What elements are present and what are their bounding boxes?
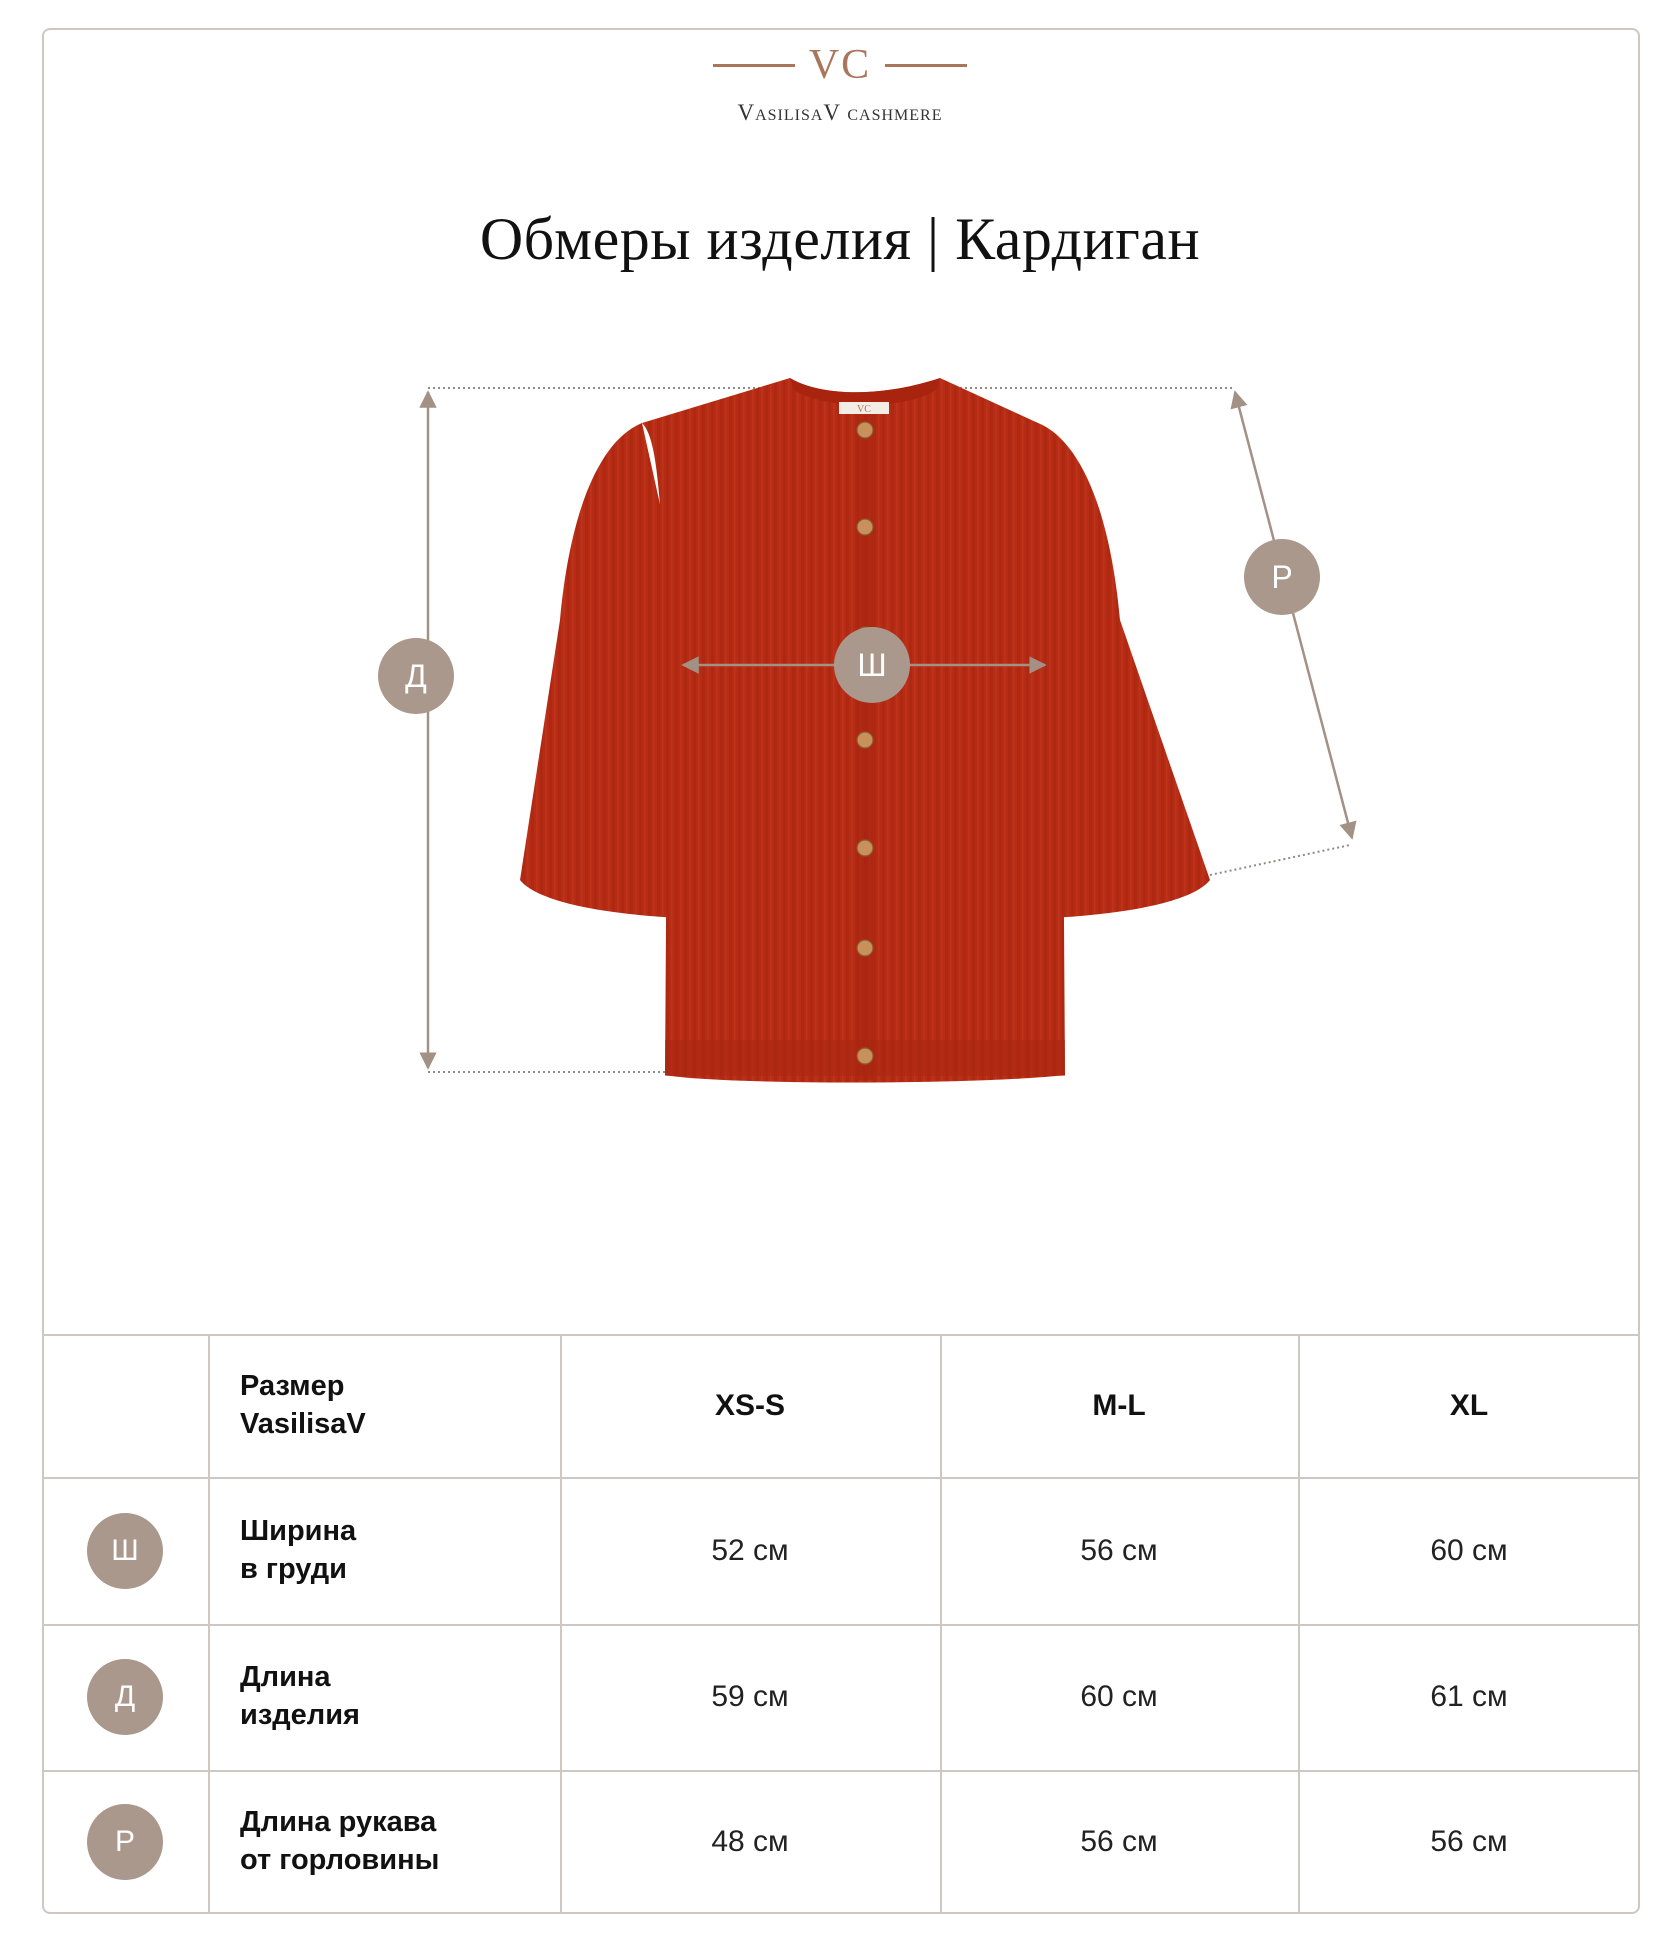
table-row-badge-cell bbox=[42, 1477, 208, 1624]
table-cell: 60 см bbox=[1080, 1680, 1158, 1713]
table-row-label-cell bbox=[240, 1770, 560, 1914]
table-cell: 52 см bbox=[711, 1533, 789, 1567]
table-cell: 56 см bbox=[1080, 1533, 1158, 1567]
table-cell: 56 см bbox=[1080, 1825, 1158, 1858]
table-cell: 59 см bbox=[711, 1680, 789, 1713]
badge-length: Д bbox=[378, 638, 454, 714]
badge-width: Ш bbox=[834, 627, 910, 703]
size-table bbox=[42, 1334, 1640, 1914]
row-label-sleeve: Длина рукава от горловины bbox=[240, 1806, 440, 1876]
cardigan-shape bbox=[520, 378, 1210, 1083]
row-label-length: Длина изделия bbox=[240, 1661, 360, 1731]
header-size-xl: XL bbox=[1449, 1388, 1489, 1422]
logo-mark: VC bbox=[808, 42, 872, 88]
header-size-m-l: M-L bbox=[1092, 1388, 1146, 1422]
table-row-badge-cell bbox=[42, 1624, 208, 1770]
table-row-label-cell bbox=[240, 1624, 560, 1770]
table-row-badge-cell bbox=[42, 1770, 208, 1914]
table-row-label-cell bbox=[240, 1477, 560, 1624]
header-size-label: Размер VasilisaV bbox=[240, 1369, 366, 1440]
table-cell: 56 см bbox=[1430, 1825, 1508, 1858]
badge-sleeve: Р bbox=[1244, 539, 1320, 615]
header-size-xs-s: XS-S bbox=[714, 1388, 786, 1422]
row-badge-length: Д bbox=[87, 1659, 163, 1735]
table-cell: 48 см bbox=[711, 1825, 789, 1858]
garment-label-mark: VC bbox=[857, 404, 871, 415]
logo-subtitle: VasilisaV cashmere bbox=[737, 100, 943, 125]
header-size-label-cell bbox=[240, 1334, 560, 1477]
row-badge-width: Ш bbox=[87, 1513, 163, 1589]
table-cell: 61 см bbox=[1430, 1680, 1508, 1713]
page-title: Обмеры изделия | Кардиган bbox=[479, 206, 1201, 272]
row-badge-sleeve: Р bbox=[87, 1804, 163, 1880]
table-cell: 60 см bbox=[1430, 1533, 1508, 1567]
row-label-width: Ширина в груди bbox=[240, 1514, 357, 1585]
